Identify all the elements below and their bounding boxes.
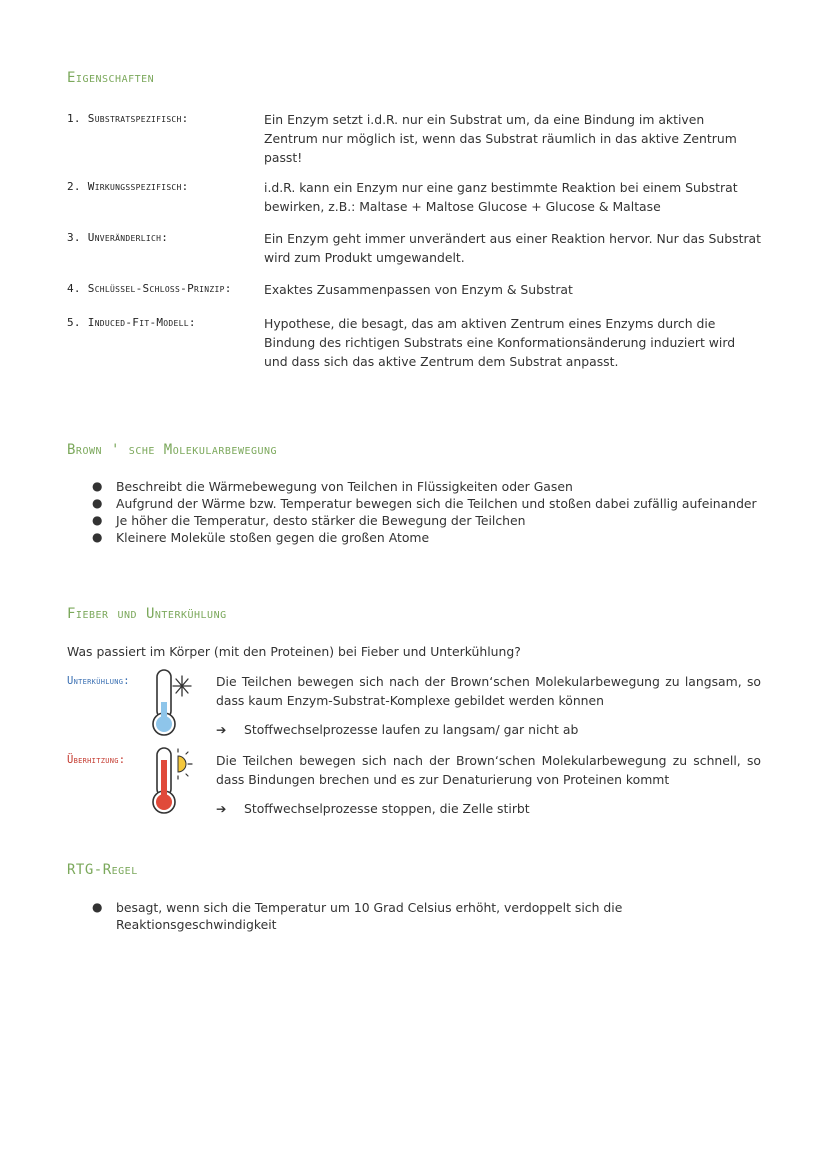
- heading-eigenschaften: Eigenschaften: [67, 70, 155, 86]
- term-wirkungsspezifisch: 2. Wirkungsspezifisch:: [67, 180, 189, 193]
- term-induced-fit-modell: 5. Induced-Fit-Modell:: [67, 316, 196, 329]
- heading-brownsche-molekularbewegung: Brown ' sche Molekularbewegung: [67, 442, 278, 458]
- label-unterkuehlung: Unterkühlung:: [67, 675, 130, 687]
- list-item: [92, 529, 772, 546]
- bullet-icon: ●: [92, 900, 103, 914]
- ueberhitzung-text: Die Teilchen bewegen sich nach der Brown‘schen Molekularbewegung zu schnell, so dass Bindungen brechen und es zur Denaturierung von Proteinen kommt: [216, 753, 761, 787]
- rtg-bullet-list: [92, 899, 692, 933]
- bullet-icon: ●: [92, 513, 103, 527]
- term-substratspezifisch: 1. Substratspezifisch:: [67, 112, 189, 125]
- thermometer-hot-icon: [148, 746, 194, 820]
- bullet-text: Kleinere Moleküle stoßen gegen die großen Atome: [116, 530, 430, 545]
- arrow-right-icon: ➔: [216, 801, 227, 816]
- consequence-text: Stoffwechselprozesse stoppen, die Zelle stirbt: [244, 801, 530, 816]
- heading-rtg-regel: RTG-Regel: [67, 862, 138, 878]
- bullet-icon: ●: [92, 530, 103, 544]
- definition-schluessel-schloss-prinzip: Exaktes Zusammenpassen von Enzym & Substrat: [264, 282, 573, 297]
- list-item: [92, 512, 772, 529]
- brown-bullet-list: [92, 478, 772, 546]
- heading-fieber-und-unterkuehlung: Fieber und Unterkühlung: [67, 606, 227, 622]
- thermometer-cold-icon: [148, 668, 194, 742]
- bullet-text: besagt, wenn sich die Temperatur um 10 Grad Celsius erhöht, verdoppelt sich die Reaktionsgeschwindigkeit: [116, 900, 623, 932]
- bullet-icon: ●: [92, 479, 103, 493]
- unterkuehlung-text: Die Teilchen bewegen sich nach der Brown‘schen Molekularbewegung zu langsam, so dass kaum Enzym-Substrat-Komplexe gebildet werden können: [216, 674, 761, 708]
- list-item: [92, 899, 692, 933]
- bullet-text: Aufgrund der Wärme bzw. Temperatur bewegen sich die Teilchen und stoßen dabei zufällig aufeinander: [116, 496, 757, 511]
- definition-substratspezifisch: Ein Enzym setzt i.d.R. nur ein Substrat um, da eine Bindung im aktiven Zentrum nur möglich ist, wenn das Substrat räumlich in das aktive Zentrum passt!: [264, 112, 737, 165]
- bullet-text: Je höher die Temperatur, desto stärker die Bewegung der Teilchen: [116, 513, 526, 528]
- question-text: Was passiert im Körper (mit den Proteinen) bei Fieber und Unterkühlung?: [67, 644, 521, 659]
- term-schluessel-schloss-prinzip: 4. Schlüssel-Schloss-Prinzip:: [67, 282, 232, 295]
- unterkuehlung-consequence: [216, 722, 578, 737]
- bullet-text: Beschreibt die Wärmebewegung von Teilchen in Flüssigkeiten oder Gasen: [116, 479, 573, 494]
- list-item: [92, 495, 772, 512]
- term-unveraenderlich: 3. Unveränderlich:: [67, 231, 169, 244]
- label-ueberhitzung: Überhitzung:: [67, 754, 126, 766]
- ueberhitzung-consequence: [216, 801, 530, 816]
- definition-induced-fit-modell: Hypothese, die besagt, das am aktiven Zentrum eines Enzyms durch die Bindung des richtigen Substrats eine Konformationsänderung induziert wird und dass sich das aktive Zentrum dem Substrat anpasst.: [264, 316, 736, 369]
- list-item: [92, 478, 772, 495]
- bullet-icon: ●: [92, 496, 103, 510]
- consequence-text: Stoffwechselprozesse laufen zu langsam/ gar nicht ab: [244, 722, 579, 737]
- arrow-right-icon: ➔: [216, 722, 227, 737]
- definition-unveraenderlich: Ein Enzym geht immer unverändert aus einer Reaktion hervor. Nur das Substrat wird zum Produkt umgewandelt.: [264, 231, 761, 265]
- definition-wirkungsspezifisch: i.d.R. kann ein Enzym nur eine ganz bestimmte Reaktion bei einem Substrat bewirken, z.B.: Maltase + Maltose Glucose + Glucose & Maltase: [264, 180, 738, 214]
